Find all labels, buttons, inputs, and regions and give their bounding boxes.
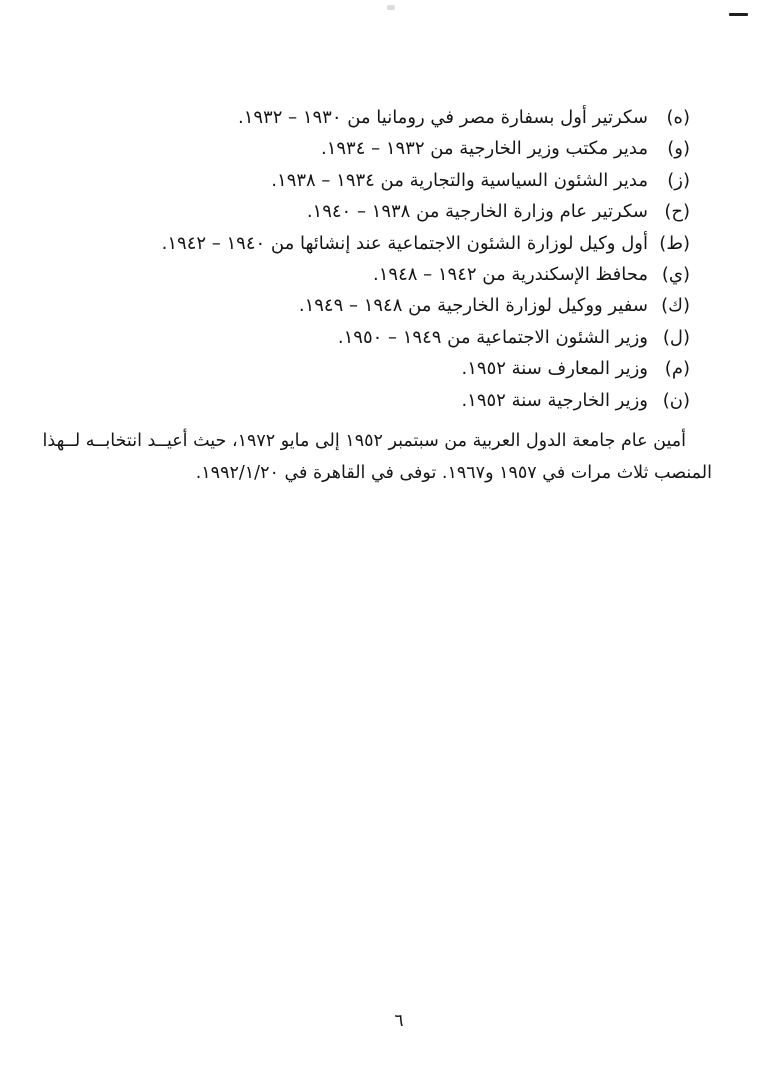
list-item-text: محافظ الإسكندرية من ١٩٤٢ – ١٩٤٨.	[373, 263, 648, 285]
list-item	[162, 233, 690, 264]
list-item-marker: (ه)	[666, 107, 690, 128]
list-item	[162, 138, 690, 169]
list-item-marker: (ل)	[662, 326, 690, 348]
list-item-marker: (ن)	[662, 389, 690, 411]
paragraph-line: أمين عام جامعة الدول العربية من سبتمبر ١٩٥٢ إلى مايو ١٩٧٢، حيث أعيــد انتخابــه لــهذا	[42, 431, 686, 451]
list-item-text: سفير ووكيل لوزارة الخارجية من ١٩٤٨ – ١٩٤٩.	[298, 295, 648, 317]
list-item	[162, 107, 690, 138]
list-item-text: سكرتير عام وزارة الخارجية من ١٩٣٨ – ١٩٤٠.	[306, 201, 648, 223]
paragraph-line: المنصب ثلاث مرات في ١٩٥٧ و١٩٦٧. توفى في القاهرة في ١٩٩٢/١/٢٠.	[195, 462, 712, 483]
list-item-marker: (و)	[667, 138, 690, 160]
page-number: ٦	[394, 1011, 404, 1031]
list-item-marker: (ك)	[661, 295, 690, 317]
list-item-text: مدير مكتب وزير الخارجية من ١٩٣٢ – ١٩٣٤.	[320, 138, 648, 160]
list-item	[162, 295, 690, 326]
scan-dash-artifact	[729, 13, 748, 16]
list-item-marker: (ز)	[667, 169, 690, 191]
list-item-text: سكرتير أول بسفارة مصر في رومانيا من ١٩٣٠ – ١٩٣٢.	[237, 107, 648, 128]
biography-paragraph	[42, 426, 712, 489]
list-item-text: مدير الشئون السياسية والتجارية من ١٩٣٤ – ١٩٣٨.	[271, 169, 648, 191]
list-item	[162, 327, 690, 358]
list-item-marker: (م)	[664, 358, 690, 380]
list-item-marker: (ي)	[661, 263, 690, 285]
list-item	[162, 390, 690, 421]
list-item-marker: (ح)	[664, 201, 690, 223]
list-item	[162, 170, 690, 201]
scan-dot-artifact	[387, 5, 395, 10]
list-item	[162, 358, 690, 389]
list-item	[162, 264, 690, 295]
list-item-text: وزير الخارجية سنة ١٩٥٢.	[461, 389, 648, 411]
list-item-text: أول وكيل لوزارة الشئون الاجتماعية عند إنشائها من ١٩٤٠ – ١٩٤٢.	[161, 232, 648, 254]
list-item-text: وزير الشئون الاجتماعية من ١٩٤٩ – ١٩٥٠.	[337, 326, 648, 348]
list-item-text: وزير المعارف سنة ١٩٥٢.	[461, 358, 648, 380]
list-item	[162, 201, 690, 232]
appointments-list	[162, 107, 690, 421]
list-item-marker: (ط)	[659, 232, 690, 254]
